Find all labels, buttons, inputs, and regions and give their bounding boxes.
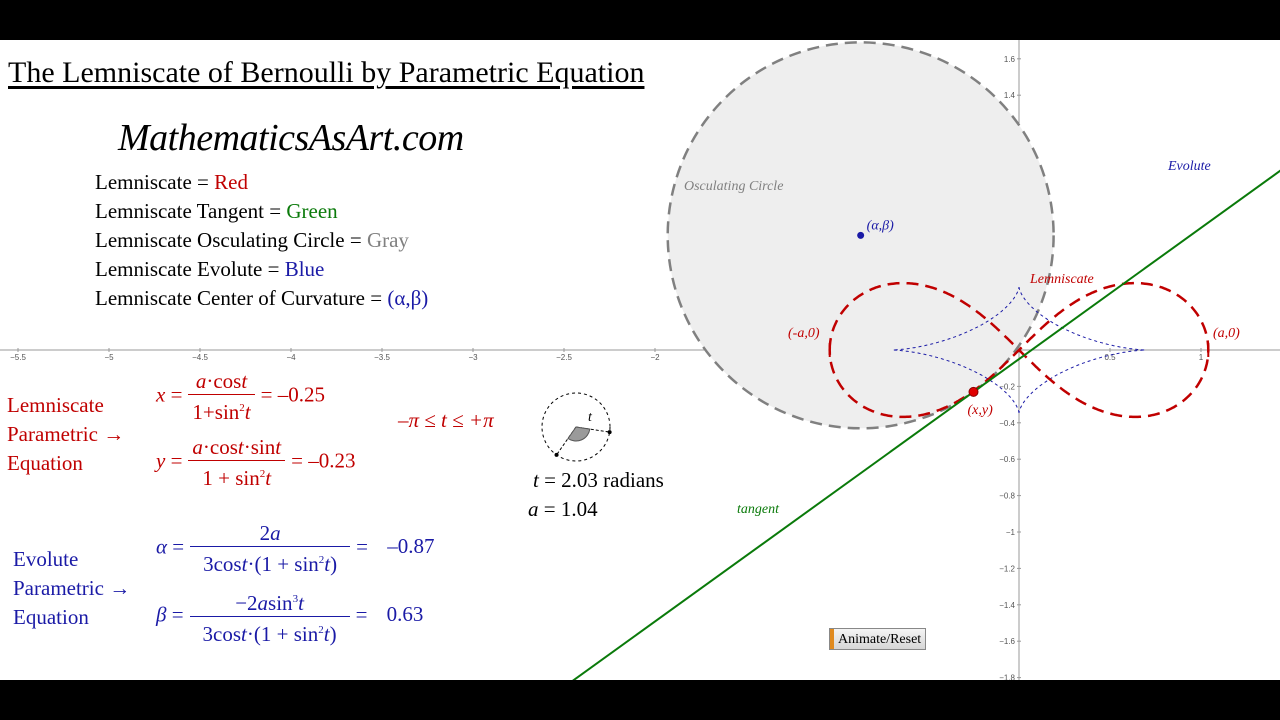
y-tick-label: −0.8 bbox=[999, 491, 1015, 501]
center-of-curvature-point bbox=[857, 232, 864, 239]
label-line: Equation bbox=[7, 451, 83, 475]
legend-label: Lemniscate Osculating Circle = bbox=[95, 228, 367, 252]
legend-value: Gray bbox=[366, 228, 409, 252]
osculating-circle-label: Osculating Circle bbox=[684, 179, 784, 194]
t-dial-point bbox=[608, 430, 612, 434]
center-point-label: (α,β) bbox=[866, 218, 894, 234]
x-tick-label: −4 bbox=[286, 353, 296, 362]
page-title: The Lemniscate of Bernoulli by Parametric Equation bbox=[8, 56, 645, 89]
legend-label: Lemniscate Tangent = bbox=[95, 199, 287, 223]
legend-label: Lemniscate = bbox=[95, 170, 215, 194]
label-line: Evolute bbox=[13, 547, 79, 571]
left-vertex-label: (-a,0) bbox=[788, 326, 820, 341]
t-readout: t = 2.03 radians bbox=[533, 468, 664, 492]
x-value: = –0.25 bbox=[260, 382, 325, 407]
alpha-value: –0.87 bbox=[387, 534, 435, 559]
animate-reset-button[interactable]: Animate/Reset bbox=[829, 628, 926, 650]
label-line: Parametric → bbox=[7, 422, 125, 446]
legend-evolute bbox=[95, 255, 428, 284]
legend-value: Red bbox=[214, 170, 248, 194]
right-vertex-label: (a,0) bbox=[1213, 326, 1240, 341]
legend-center bbox=[95, 284, 428, 313]
lemniscate-label: Lemniscate bbox=[1030, 272, 1094, 287]
y-value: = –0.23 bbox=[291, 448, 356, 473]
y-tick-label: −0.2 bbox=[999, 382, 1015, 392]
curves bbox=[473, 42, 1280, 680]
y-tick-label: −1.4 bbox=[999, 600, 1015, 610]
label-line: Equation bbox=[13, 605, 89, 629]
x-tick-label: −5 bbox=[104, 353, 114, 362]
t-range: –π ≤ t ≤ +π bbox=[398, 408, 494, 432]
label-line: Parametric → bbox=[13, 576, 131, 600]
x-tick-label: −5.5 bbox=[10, 353, 26, 362]
t-dial bbox=[542, 393, 612, 461]
brand-logo-text: MathematicsAsArt.com bbox=[118, 117, 464, 159]
y-tick-label: −0.4 bbox=[999, 418, 1015, 428]
geogebra-canvas bbox=[0, 40, 1280, 680]
x-tick-label: −3.5 bbox=[374, 353, 390, 362]
x-tick-label: −3 bbox=[468, 353, 478, 362]
y-tick-label: −1.6 bbox=[999, 637, 1015, 647]
x-tick-label: 0.5 bbox=[1104, 353, 1116, 362]
legend-lemniscate bbox=[95, 168, 428, 197]
x-equation: x = $\frac{a\cdot\cos t}{1+\sin^2t}$ = –0.25 bbox=[156, 369, 325, 424]
curve-point bbox=[969, 387, 978, 396]
y-tick-label: −0.6 bbox=[999, 455, 1015, 465]
x-tick-label: −2 bbox=[650, 353, 660, 362]
beta-value: 0.63 bbox=[386, 602, 424, 627]
y-tick-label: 1.6 bbox=[1003, 54, 1015, 64]
evolute-label: Evolute bbox=[1168, 159, 1211, 174]
t-dial-point bbox=[555, 453, 559, 457]
x-tick-label: −4.5 bbox=[192, 353, 208, 362]
color-legend bbox=[95, 168, 428, 313]
y-tick-label: −1 bbox=[1005, 528, 1015, 537]
label-line: Lemniscate bbox=[7, 393, 104, 417]
legend-label: Lemniscate Evolute = bbox=[95, 257, 285, 281]
y-equation: y = $\frac{a\cdot\cos t\cdot\sin t}{1 + \sin^2t}$ = –0.23 bbox=[156, 435, 356, 490]
legend-value: (α,β) bbox=[387, 286, 429, 310]
alpha-equation: α = $\frac{2a}{3\cos t\cdot(1 + \sin^2t)}$ = –0.87 bbox=[156, 521, 435, 576]
evolute-eq-label bbox=[13, 545, 130, 632]
legend-tangent bbox=[95, 197, 428, 226]
x-tick-label: −2.5 bbox=[556, 353, 572, 362]
tangent-label: tangent bbox=[737, 502, 779, 517]
y-tick-label: 1.4 bbox=[1003, 91, 1015, 101]
t-dial-sector bbox=[568, 427, 590, 441]
x-tick-label: 1 bbox=[1198, 353, 1204, 362]
curve-point-label: (x,y) bbox=[967, 402, 993, 418]
t-dial-label: t bbox=[588, 410, 592, 425]
beta-equation: β = $\frac{-2asin^3t}{3\cos t\cdot(1 + \sin^2t)}$ = 0.63 bbox=[156, 586, 423, 647]
lemniscate-eq-label bbox=[7, 391, 124, 478]
legend-label: Lemniscate Center of Curvature = bbox=[95, 286, 388, 310]
y-tick-label: −1.2 bbox=[999, 564, 1015, 574]
a-readout: a = 1.04 bbox=[528, 497, 598, 521]
legend-osculating bbox=[95, 226, 428, 255]
y-tick-label: −1.8 bbox=[999, 673, 1015, 680]
legend-value: Green bbox=[286, 199, 338, 223]
legend-value: Blue bbox=[284, 257, 325, 281]
